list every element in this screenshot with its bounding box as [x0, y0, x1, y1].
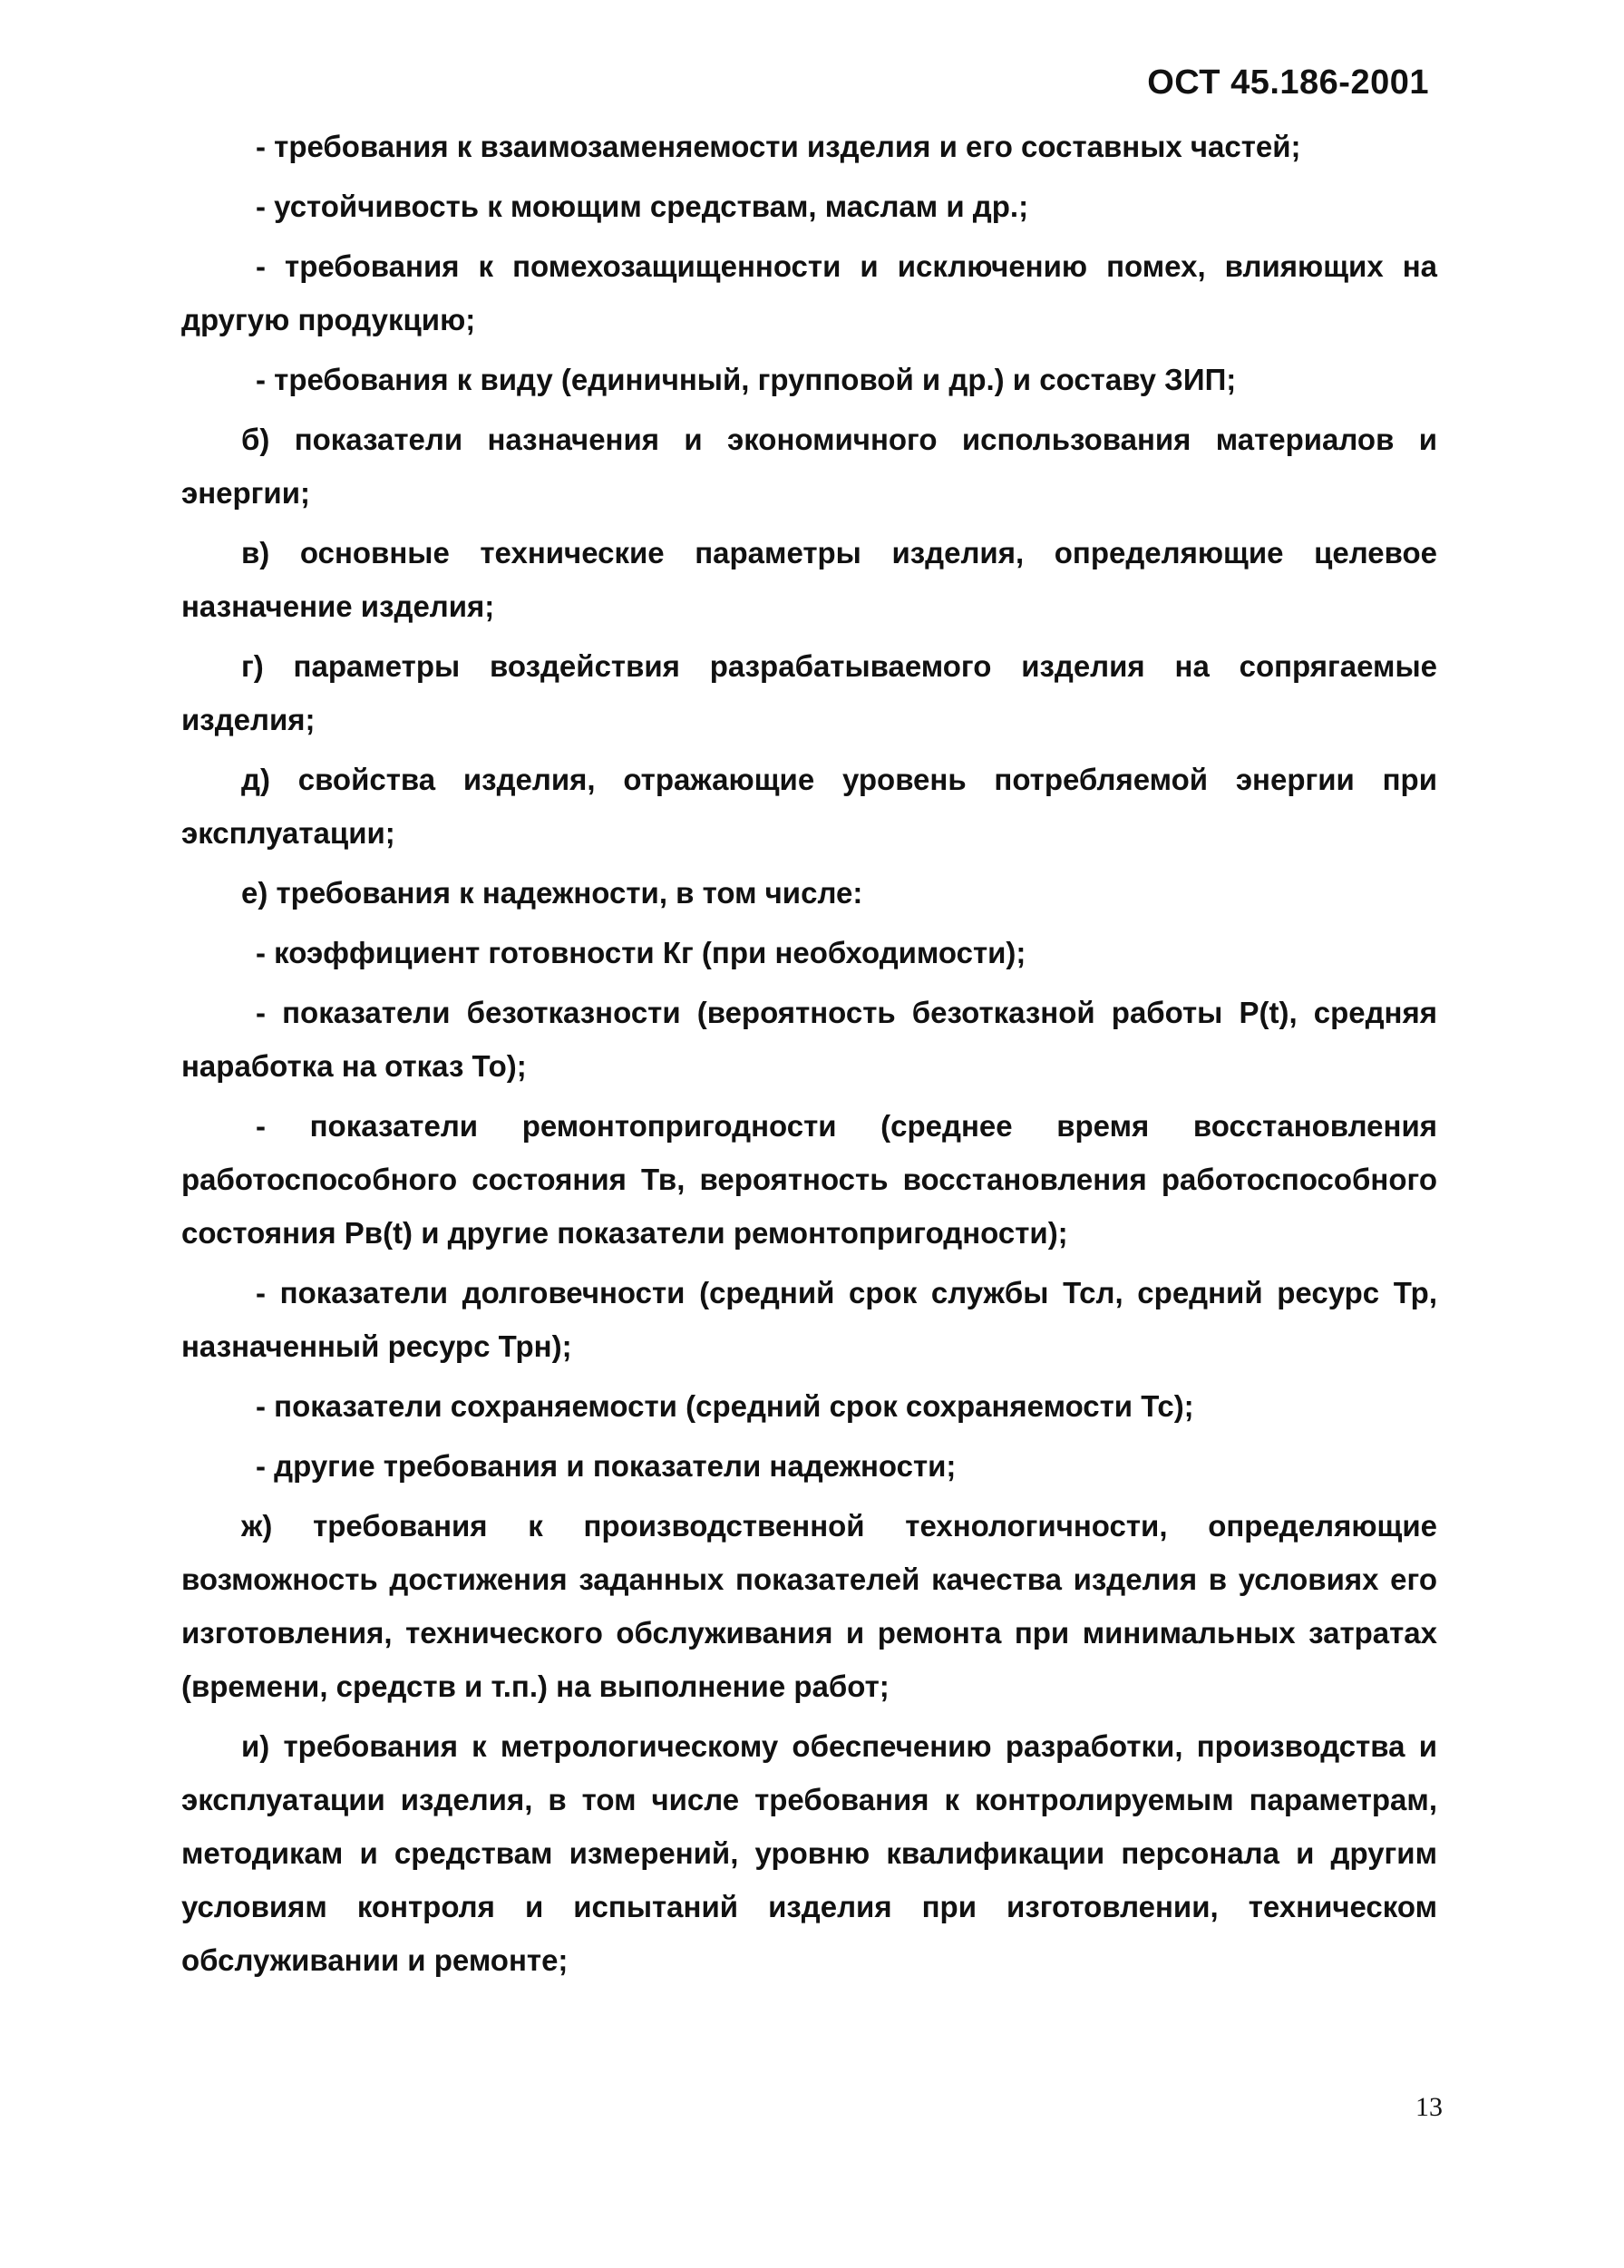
document-code: ОСТ 45.186-2001 [1147, 63, 1429, 102]
list-item: - устойчивость к моющим средствам, маслам и др.; [256, 190, 1029, 223]
list-item: - требования к помехозащищенности и исключению помех, влияющих на другую продукцию; [181, 249, 1437, 336]
paragraph: е) требования к надежности, в том числе: [241, 876, 863, 910]
list-item: - коэффициент готовности Кг (при необходимости); [256, 936, 1026, 969]
paragraph: д) свойства изделия, отражающие уровень потребляемой энергии при эксплуатации; [181, 763, 1437, 850]
list-item: - показатели безотказности (вероятность безотказной работы Р(t), средняя наработка на отказ То); [181, 996, 1437, 1083]
list-item: - показатели сохраняемости (средний срок сохраняемости Тс); [256, 1389, 1194, 1423]
paragraph: в) основные технические параметры изделия, определяющие целевое назначение изделия; [181, 536, 1437, 623]
page-number: 13 [1415, 2092, 1443, 2122]
paragraph: г) параметры воздействия разрабатываемого изделия на сопрягаемые изделия; [181, 649, 1437, 736]
paragraph: ж) требования к производственной технологичности, определяющие возможность достижения заданных показателей качества изделия в условиях его изготовления, технического обслуживания и ремонта при минимальных затратах (времени, средств и т.п.) на выполнение работ; [181, 1509, 1437, 1703]
document-body [181, 120, 1437, 1987]
list-item: - требования к взаимозаменяемости изделия и его составных частей; [256, 130, 1301, 163]
list-item: - другие требования и показатели надежности; [256, 1449, 957, 1483]
paragraph: и) требования к метрологическому обеспечению разработки, производства и эксплуатации изделия, в том числе требования к контролируемым параметрам, методикам и средствам измерений, уровню квалификации персонала и другим условиям контроля и испытаний изделия при изготовлении, техническом обслуживании и ремонте; [181, 1729, 1437, 1977]
list-item: - требования к виду (единичный, групповой и др.) и составу ЗИП; [256, 363, 1237, 396]
list-item: - показатели ремонтопригодности (среднее время восстановления работоспособного состояния Тв, вероятность восстановления работоспособного состояния Рв(t) и другие показатели ремонтопригодности); [181, 1109, 1437, 1250]
list-item: - показатели долговечности (средний срок службы Тсл, средний ресурс Тр, назначенный ресурс Трн); [181, 1276, 1437, 1363]
paragraph: б) показатели назначения и экономичного использования материалов и энергии; [181, 423, 1437, 510]
